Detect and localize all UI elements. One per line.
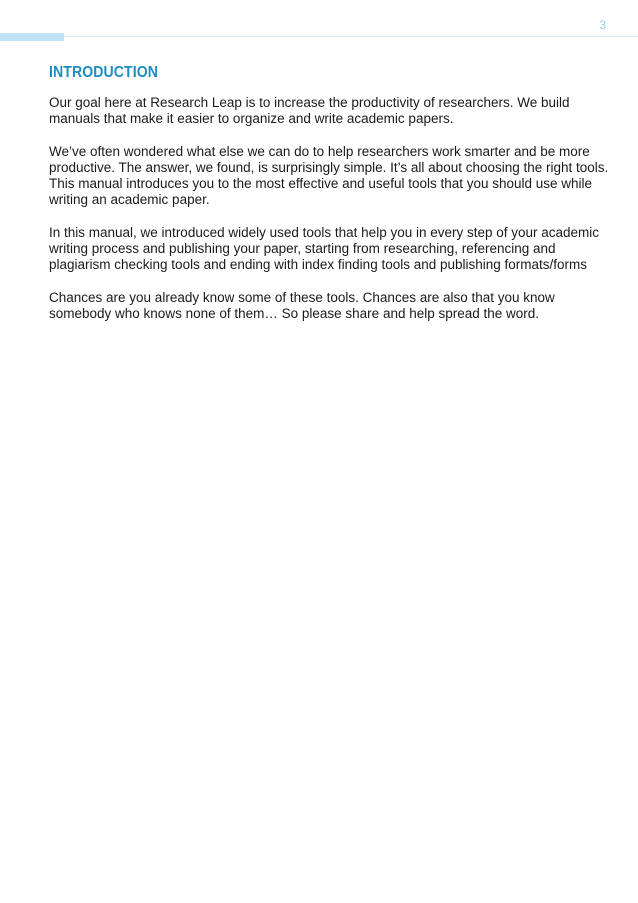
- paragraph-share: Chances are you already know some of these tools. Chances are also that you know somebody who knows none of them… So please share and help spread the word.: [49, 290, 555, 321]
- header-rule: [64, 36, 638, 37]
- header-accent-bar: [0, 33, 64, 41]
- page-number: 3: [599, 18, 606, 32]
- paragraph-goal: Our goal here at Research Leap is to increase the productivity of researchers. We build manuals that make it easier to organize and write academic papers.: [49, 95, 570, 126]
- paragraph-tools: We’ve often wondered what else we can do to help researchers work smarter and be more productive. The answer, we found, is surprisingly simple. It’s all about choosing the right tools. This manual introduces you to the most effective and useful tools that you should use while writing an academic paper.: [49, 144, 609, 207]
- paragraph-manual: In this manual, we introduced widely used tools that help you in every step of your academic writing process and publishing your paper, starting from researching, referencing and plagiarism checking tools and ending with index finding tools and publishing formats/forms: [49, 225, 600, 272]
- main-content: [49, 64, 609, 339]
- section-title: INTRODUCTION: [49, 64, 158, 81]
